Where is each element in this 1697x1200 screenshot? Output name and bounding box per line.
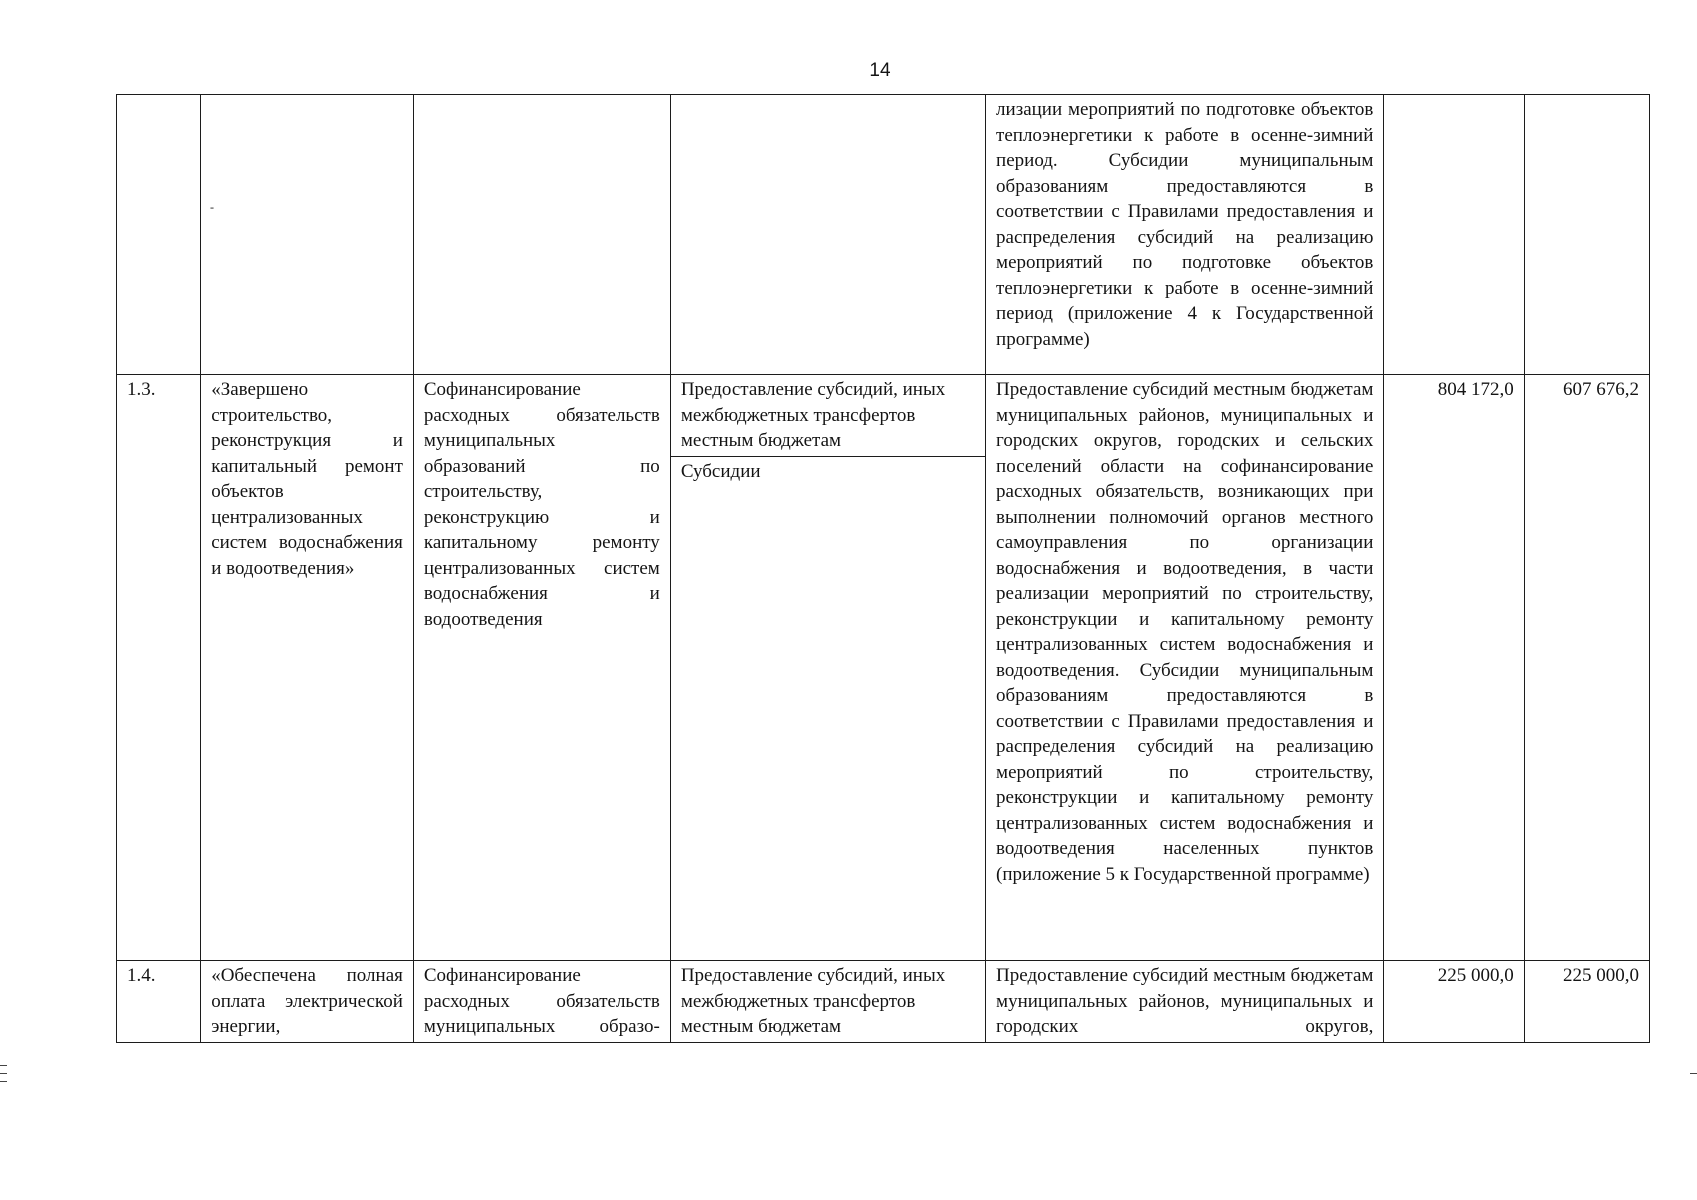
cell-type: Предоставление субсидий, иных межбюджетных трансфертов местным бюджетам [670,961,985,1043]
scan-edge-mark [1690,1073,1697,1074]
cell-description: Предоставление субсидий местным бюджетам муниципальных районов, муниципальных и городских округов, городских и сельских поселений области на софинансирование расходных обязательств, возникающих при выполнении полномочий органов местного самоуправления по организации водоснабжения и водоотведения, в части реализации мероприятий по строительству, реконструкции и капитальному ремонту централизованных систем водоснабжения и водоотведения. Субсидии муниципальным образованиям предоставляются в соответствии с Правилами предоставления и распределения субсидий на реализацию мероприятий по строительству, реконструкции и капитальному ремонту централизованных систем водоснабжения и водоотведения населенных пунктов (приложение 5 к Государственной программе) [986,375,1384,961]
cell-num: 1.3. [117,375,201,961]
cell-value-2 [1524,95,1649,375]
cell-result: «Завершено строительство, реконструкция и капитальный ремонт объектов централизованных систем водоснабжения и водоотведения» [201,375,414,961]
cell-description: Предоставление субсидий местным бюджетам муниципальных районов, муниципальных и городских округов, [986,961,1384,1043]
cell-description: лизации мероприятий по подготовке объектов теплоэнергетики к работе в осенне-зимний период. Субсидии муниципальным образованиям предоставляются в соответствии с Правилами предоставления и распределения субсидий на реализацию мероприятий по подготовке объектов теплоэнергетики к работе в осенне-зимний период (приложение 4 к Государственной программе) [986,95,1384,375]
scan-edge-mark [0,1081,7,1082]
cell-num [117,95,201,375]
cell-type-subtype: Субсидии [680,460,761,482]
cell-value-1: 804 172,0 [1384,375,1524,961]
cell-value-1 [1384,95,1524,375]
table-row [117,375,1650,961]
cell-value-2: 607 676,2 [1524,375,1649,961]
cell-value-2: 225 000,0 [1524,961,1649,1043]
cell-result [201,95,414,375]
cell-purpose: Софинансирование расходных обязательств муниципальных образований по строительству, реконструкцию и капитальному ремонту централизованных систем водоснабжения и водоотведения [413,375,670,961]
cell-type [670,95,985,375]
cell-purpose [413,95,670,375]
measures-table [116,94,1650,1043]
scan-edge-mark [0,1073,7,1074]
table-row-continuation [117,95,1650,375]
cell-type-main: Предоставление субсидий, иных межбюджетных трансфертов местным бюджетам [671,377,985,457]
cell-result: «Обеспечена полная оплата электрической энергии, [201,961,414,1043]
page-number: 14 [869,60,891,81]
cell-type [670,375,985,961]
scan-edge-mark [0,1065,7,1066]
table-row [117,961,1650,1043]
cell-purpose: Софинансирование расходных обязательств муниципальных образо- [413,961,670,1043]
cell-value-1: 225 000,0 [1384,961,1524,1043]
cell-num: 1.4. [117,961,201,1043]
scan-mark: - [210,200,214,214]
